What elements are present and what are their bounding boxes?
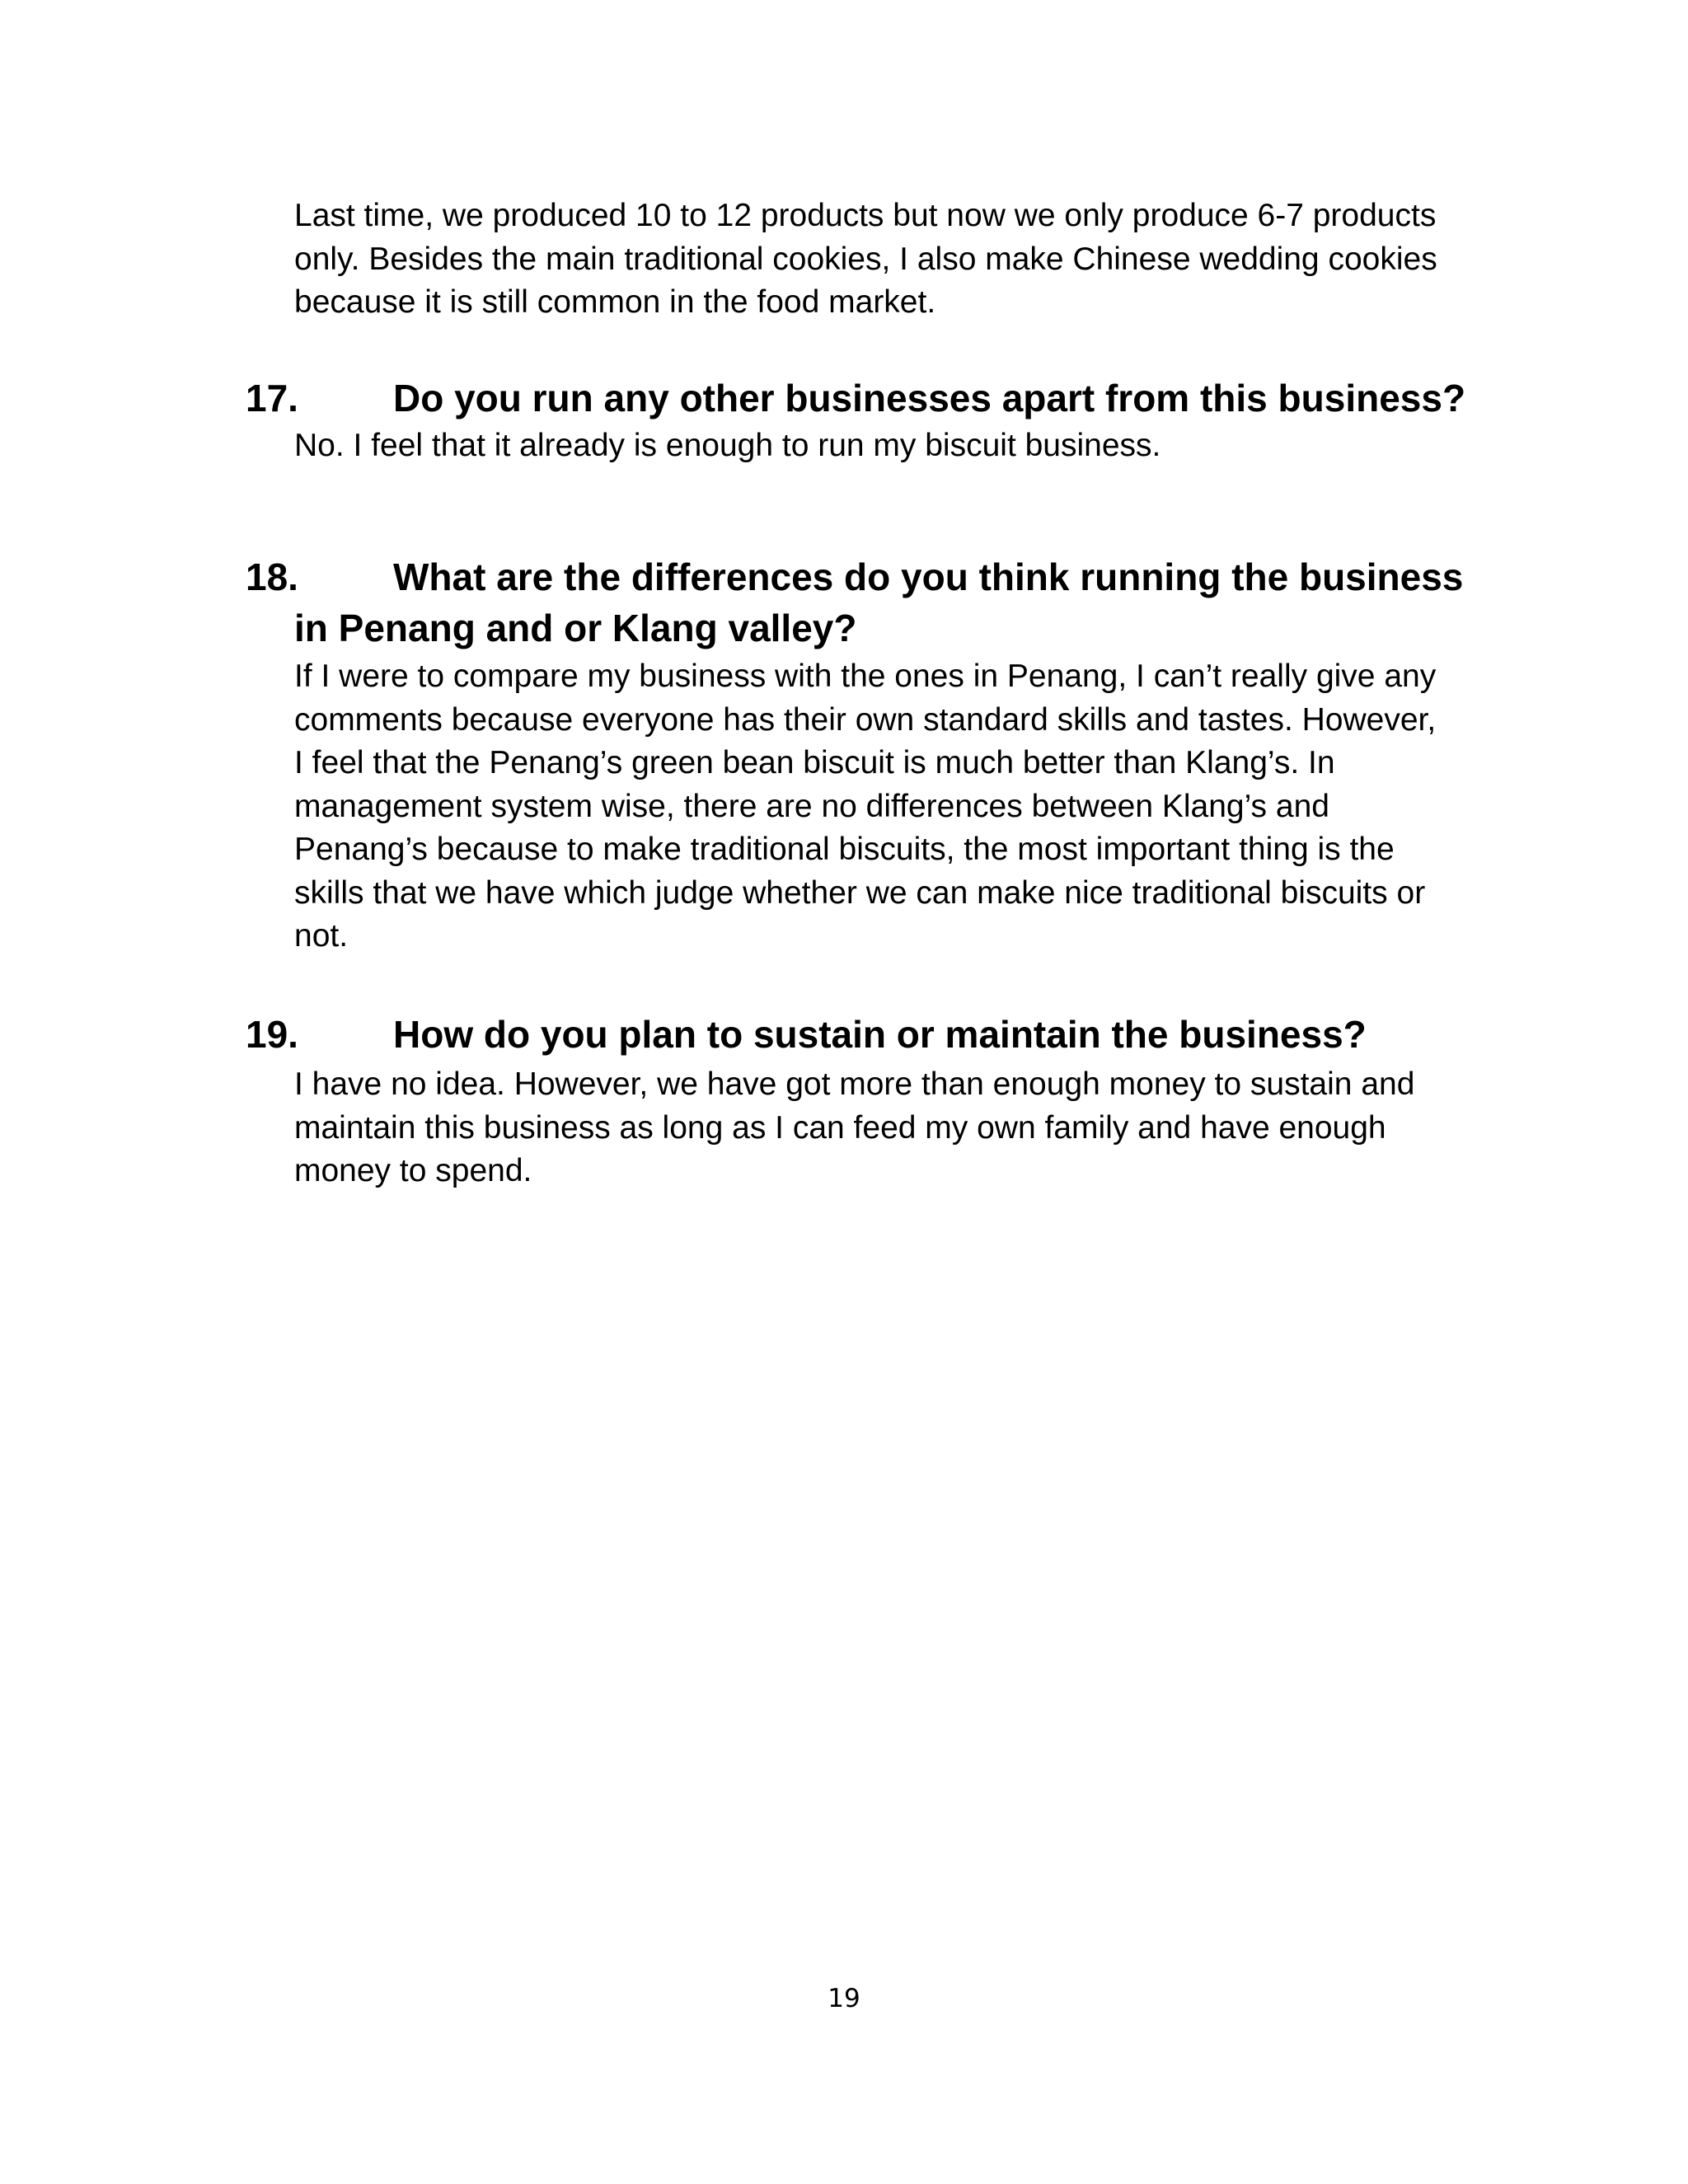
- intro-paragraph: Last time, we produced 10 to 12 products but now we only produce 6-7 products only. Besides the main traditional cookies, I also make Chinese wedding cookies because it is still common in the food market.: [294, 198, 1437, 320]
- question-18-answer: If I were to compare my business with the ones in Penang, I can’t really give any comments because everyone has their own standard skills and tastes. However, I feel that the Penang’s green bean biscuit is much better than Klang’s. In management system wise, there are no differences between Klang’s and Penang’s because to make traditional biscuits, the most important thing is the skills that we have which judge whether we can make nice traditional biscuits or not.: [294, 658, 1437, 954]
- question-17-number: 17.: [246, 377, 298, 419]
- question-19-number: 19.: [246, 1013, 298, 1056]
- question-19-answer: I have no idea. However, we have got more than enough money to sustain and maintain this business as long as I can feed my own family and have enough money to spend.: [294, 1066, 1415, 1188]
- question-17-heading: Do you run any other businesses apart from this business?: [393, 377, 1466, 419]
- question-18-heading-continued: in Penang and or Klang valley?: [294, 607, 857, 649]
- question-17-answer: No. I feel that it already is enough to run my biscuit business.: [294, 428, 1161, 463]
- question-18-number: 18.: [246, 555, 298, 598]
- question-18-heading: What are the differences do you think running the business: [393, 555, 1464, 598]
- question-19-heading: How do you plan to sustain or maintain the business?: [393, 1013, 1367, 1056]
- page-number: 19: [828, 1984, 860, 2013]
